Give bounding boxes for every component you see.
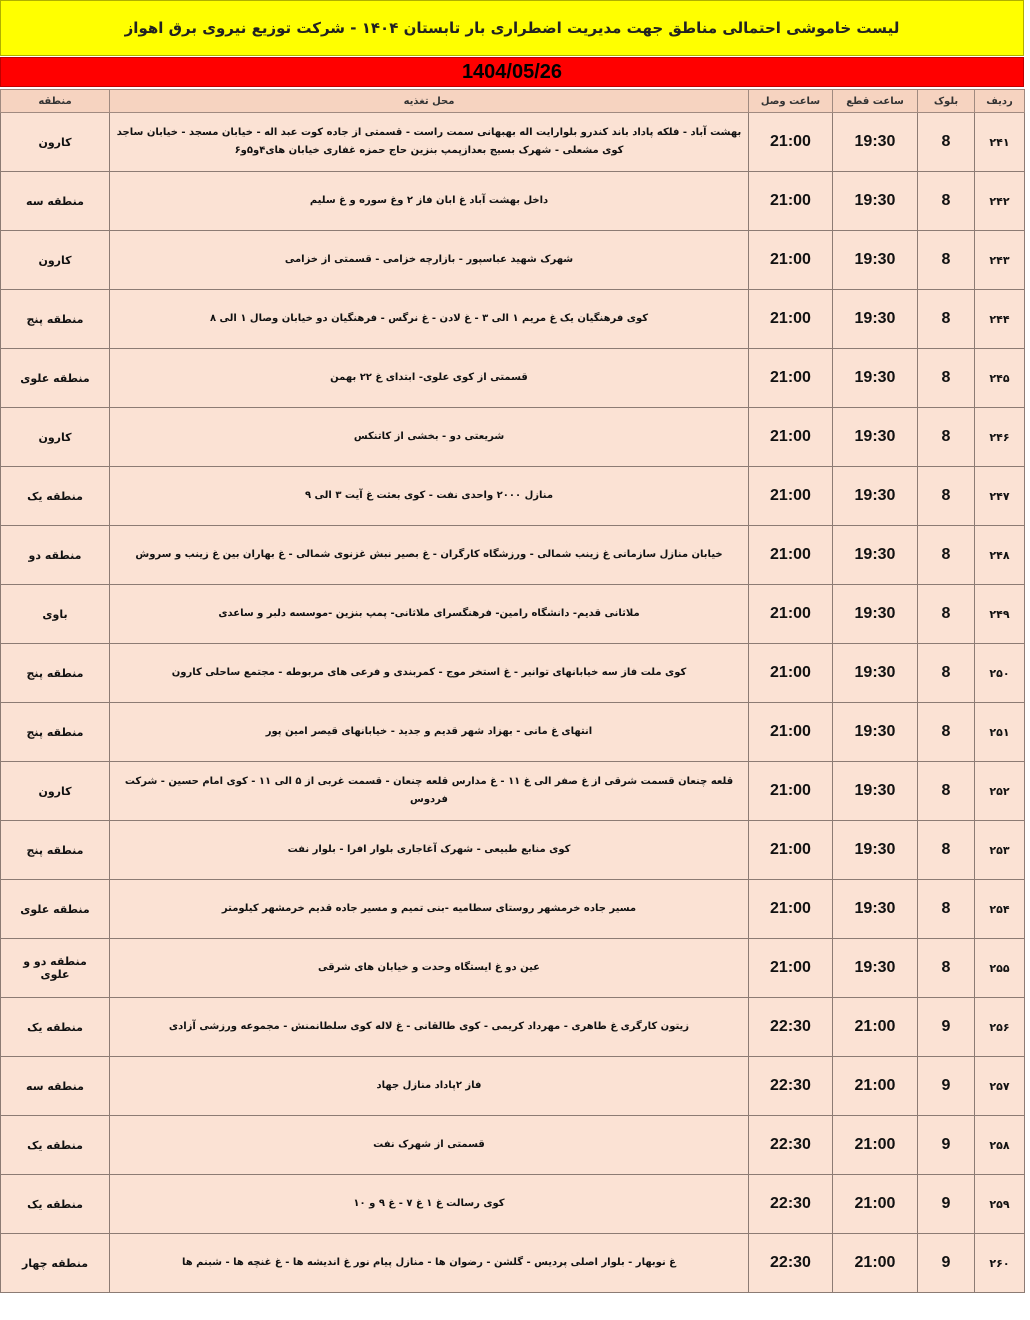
date-label: 1404/05/26 xyxy=(461,60,563,83)
row-number: ۲۶۰ xyxy=(975,1234,1025,1293)
table-row xyxy=(1,585,1025,644)
block-number: 8 xyxy=(918,113,975,172)
block-number: 8 xyxy=(918,349,975,408)
cut-time: 21:00 xyxy=(833,1175,918,1234)
block-number: 8 xyxy=(918,290,975,349)
row-number: ۲۴۷ xyxy=(975,467,1025,526)
block-number: 8 xyxy=(918,585,975,644)
table-row xyxy=(1,290,1025,349)
header-region: منطقه xyxy=(1,90,110,113)
cut-time: 19:30 xyxy=(833,880,918,939)
table-body xyxy=(1,113,1025,1293)
connect-time: 21:00 xyxy=(749,113,833,172)
block-number: 8 xyxy=(918,821,975,880)
connect-time: 21:00 xyxy=(749,467,833,526)
feed-location: کوی ملت فاز سه خیابانهای توانیر - غ استخر موج - کمربندی و فرعی های مربوطه - مجتمع ساحلی کارون xyxy=(110,644,749,703)
row-number: ۲۵۴ xyxy=(975,880,1025,939)
header-cut-time: ساعت قطع xyxy=(833,90,918,113)
cut-time: 19:30 xyxy=(833,290,918,349)
block-number: 9 xyxy=(918,1057,975,1116)
row-number: ۲۵۷ xyxy=(975,1057,1025,1116)
feed-location: غ نوبهار - بلوار اصلی پردیس - گلشن - رضوان ها - منازل پیام نور غ اندیشه ها - غ غنچه ها - شبنم ها xyxy=(110,1234,749,1293)
region-name: منطقه یک xyxy=(1,467,110,526)
table-row xyxy=(1,1234,1025,1293)
region-name: منطقه چهار xyxy=(1,1234,110,1293)
feed-location: بهشت آباد - فلکه پاداد باند کندرو بلوارایت اله بهبهانی سمت راست - قسمتی از جاده کوت عبد اله - خیابان مسجد - خیابان ساجد کوی مشعلی - شهرک بسیج بعدازپمپ بنزین حاج حمزه غفاری خیابان های۴و۵و۶ xyxy=(110,113,749,172)
feed-location: انتهای غ مانی - بهزاد شهر قدیم و جدید - خیابانهای قیصر امین پور xyxy=(110,703,749,762)
region-name: منطقه پنج xyxy=(1,290,110,349)
feed-location: زیتون کارگری غ طاهری - مهرداد کریمی - کوی طالقانی - غ لاله کوی سلطانمنش - مجموعه ورزشی آزادی xyxy=(110,998,749,1057)
block-number: 8 xyxy=(918,231,975,290)
feed-location: منازل ۲۰۰۰ واحدی نفت - کوی بعثت غ آیت ۳ الی ۹ xyxy=(110,467,749,526)
region-name: کارون xyxy=(1,113,110,172)
region-name: منطقه علوی xyxy=(1,349,110,408)
table-row xyxy=(1,1116,1025,1175)
row-number: ۲۴۱ xyxy=(975,113,1025,172)
connect-time: 21:00 xyxy=(749,585,833,644)
block-number: 8 xyxy=(918,703,975,762)
table-row xyxy=(1,408,1025,467)
row-number: ۲۵۱ xyxy=(975,703,1025,762)
region-name: منطقه سه xyxy=(1,1057,110,1116)
cut-time: 19:30 xyxy=(833,349,918,408)
table-row xyxy=(1,1057,1025,1116)
row-number: ۲۴۹ xyxy=(975,585,1025,644)
cut-time: 19:30 xyxy=(833,408,918,467)
connect-time: 21:00 xyxy=(749,349,833,408)
block-number: 8 xyxy=(918,762,975,821)
cut-time: 19:30 xyxy=(833,703,918,762)
feed-location: عین دو غ ایستگاه وحدت و خیابان های شرقی xyxy=(110,939,749,998)
cut-time: 19:30 xyxy=(833,172,918,231)
row-number: ۲۴۵ xyxy=(975,349,1025,408)
feed-location: قسمتی از کوی علوی- ابتدای غ ۲۲ بهمن xyxy=(110,349,749,408)
cut-time: 19:30 xyxy=(833,762,918,821)
header-radif: ردیف xyxy=(975,90,1025,113)
cut-time: 19:30 xyxy=(833,231,918,290)
table-row xyxy=(1,526,1025,585)
table-row xyxy=(1,113,1025,172)
cut-time: 19:30 xyxy=(833,467,918,526)
page-title: لیست خاموشی احتمالی مناطق جهت مدیریت اضطراری بار تابستان ۱۴۰۴ - شرکت توزیع نیروی برق اهواز xyxy=(124,19,900,37)
feed-location: کوی رسالت غ ۱ غ ۷ - غ ۹ و ۱۰ xyxy=(110,1175,749,1234)
title-banner xyxy=(0,0,1024,56)
date-banner xyxy=(0,57,1024,87)
cut-time: 19:30 xyxy=(833,821,918,880)
cut-time: 19:30 xyxy=(833,113,918,172)
cut-time: 21:00 xyxy=(833,1116,918,1175)
region-name: کارون xyxy=(1,231,110,290)
region-name: منطقه دو و علوی xyxy=(1,939,110,998)
connect-time: 21:00 xyxy=(749,880,833,939)
connect-time: 21:00 xyxy=(749,231,833,290)
block-number: 8 xyxy=(918,467,975,526)
connect-time: 21:00 xyxy=(749,526,833,585)
table-row xyxy=(1,1175,1025,1234)
region-name: منطقه یک xyxy=(1,998,110,1057)
region-name: کارون xyxy=(1,762,110,821)
connect-time: 21:00 xyxy=(749,939,833,998)
region-name: منطقه دو xyxy=(1,526,110,585)
row-number: ۲۴۴ xyxy=(975,290,1025,349)
table-row xyxy=(1,998,1025,1057)
feed-location: کوی منابع طبیعی - شهرک آغاجاری بلوار افرا - بلوار نفت xyxy=(110,821,749,880)
feed-location: قلعه چنعان قسمت شرقی از غ صفر الی غ ۱۱ - غ مدارس قلعه چنعان - قسمت غربی از ۵ الی ۱۱ - کوی امام حسین - شرکت فردوس xyxy=(110,762,749,821)
feed-location: مسیر جاده خرمشهر روستای سطامیه -بنی تمیم و مسیر جاده قدیم خرمشهر کیلومتر xyxy=(110,880,749,939)
connect-time: 22:30 xyxy=(749,1234,833,1293)
row-number: ۲۴۳ xyxy=(975,231,1025,290)
table-row xyxy=(1,349,1025,408)
region-name: منطقه یک xyxy=(1,1116,110,1175)
table-row xyxy=(1,172,1025,231)
row-number: ۲۵۵ xyxy=(975,939,1025,998)
connect-time: 21:00 xyxy=(749,408,833,467)
region-name: کارون xyxy=(1,408,110,467)
connect-time: 21:00 xyxy=(749,821,833,880)
connect-time: 22:30 xyxy=(749,1116,833,1175)
cut-time: 19:30 xyxy=(833,644,918,703)
table-header-row xyxy=(1,90,1025,113)
block-number: 9 xyxy=(918,998,975,1057)
table-row xyxy=(1,231,1025,290)
row-number: ۲۵۸ xyxy=(975,1116,1025,1175)
table-row xyxy=(1,467,1025,526)
block-number: 9 xyxy=(918,1175,975,1234)
block-number: 9 xyxy=(918,1234,975,1293)
cut-time: 21:00 xyxy=(833,1057,918,1116)
cut-time: 21:00 xyxy=(833,998,918,1057)
region-name: منطقه یک xyxy=(1,1175,110,1234)
cut-time: 21:00 xyxy=(833,1234,918,1293)
feed-location: شریعتی دو - بخشی از کاتنکس xyxy=(110,408,749,467)
cut-time: 19:30 xyxy=(833,526,918,585)
feed-location: فاز ۲پاداد منازل جهاد xyxy=(110,1057,749,1116)
block-number: 8 xyxy=(918,526,975,585)
region-name: منطقه سه xyxy=(1,172,110,231)
table-row xyxy=(1,880,1025,939)
region-name: منطقه پنج xyxy=(1,703,110,762)
region-name: منطقه علوی xyxy=(1,880,110,939)
cut-time: 19:30 xyxy=(833,939,918,998)
connect-time: 22:30 xyxy=(749,998,833,1057)
connect-time: 21:00 xyxy=(749,172,833,231)
block-number: 8 xyxy=(918,408,975,467)
connect-time: 21:00 xyxy=(749,762,833,821)
feed-location: ملاثانی قدیم- دانشگاه رامین- فرهنگسرای ملاثانی- پمپ بنزین -موسسه دلبر و ساعدی xyxy=(110,585,749,644)
row-number: ۲۵۲ xyxy=(975,762,1025,821)
connect-time: 22:30 xyxy=(749,1057,833,1116)
table-row xyxy=(1,939,1025,998)
table-row xyxy=(1,644,1025,703)
outage-table xyxy=(0,89,1025,1293)
row-number: ۲۴۸ xyxy=(975,526,1025,585)
connect-time: 21:00 xyxy=(749,644,833,703)
connect-time: 21:00 xyxy=(749,703,833,762)
cut-time: 19:30 xyxy=(833,585,918,644)
region-name: منطقه پنج xyxy=(1,821,110,880)
row-number: ۲۵۰ xyxy=(975,644,1025,703)
header-feed-location: محل تغذیه xyxy=(110,90,749,113)
feed-location: قسمتی از شهرک نفت xyxy=(110,1116,749,1175)
row-number: ۲۵۳ xyxy=(975,821,1025,880)
feed-location: کوی فرهنگیان یک غ مریم ۱ الی ۳ - غ لادن - غ نرگس - فرهنگیان دو خیابان وصال ۱ الی ۸ xyxy=(110,290,749,349)
header-connect-time: ساعت وصل xyxy=(749,90,833,113)
feed-location: شهرک شهید عباسپور - بازارچه خزامی - قسمتی از خزامی xyxy=(110,231,749,290)
block-number: 8 xyxy=(918,939,975,998)
row-number: ۲۴۶ xyxy=(975,408,1025,467)
header-block: بلوک xyxy=(918,90,975,113)
feed-location: خیابان منازل سازمانی غ زینب شمالی - ورزشگاه کارگران - غ بصیر نبش غزنوی شمالی - غ بهاران بین غ زینب و سروش xyxy=(110,526,749,585)
block-number: 8 xyxy=(918,172,975,231)
connect-time: 21:00 xyxy=(749,290,833,349)
region-name: منطقه پنج xyxy=(1,644,110,703)
connect-time: 22:30 xyxy=(749,1175,833,1234)
block-number: 9 xyxy=(918,1116,975,1175)
block-number: 8 xyxy=(918,644,975,703)
row-number: ۲۴۲ xyxy=(975,172,1025,231)
feed-location: داخل بهشت آباد غ ابان فاز ۲ وغ سوره و غ سلیم xyxy=(110,172,749,231)
table-row xyxy=(1,821,1025,880)
row-number: ۲۵۹ xyxy=(975,1175,1025,1234)
region-name: باوی xyxy=(1,585,110,644)
row-number: ۲۵۶ xyxy=(975,998,1025,1057)
table-row xyxy=(1,703,1025,762)
table-row xyxy=(1,762,1025,821)
block-number: 8 xyxy=(918,880,975,939)
